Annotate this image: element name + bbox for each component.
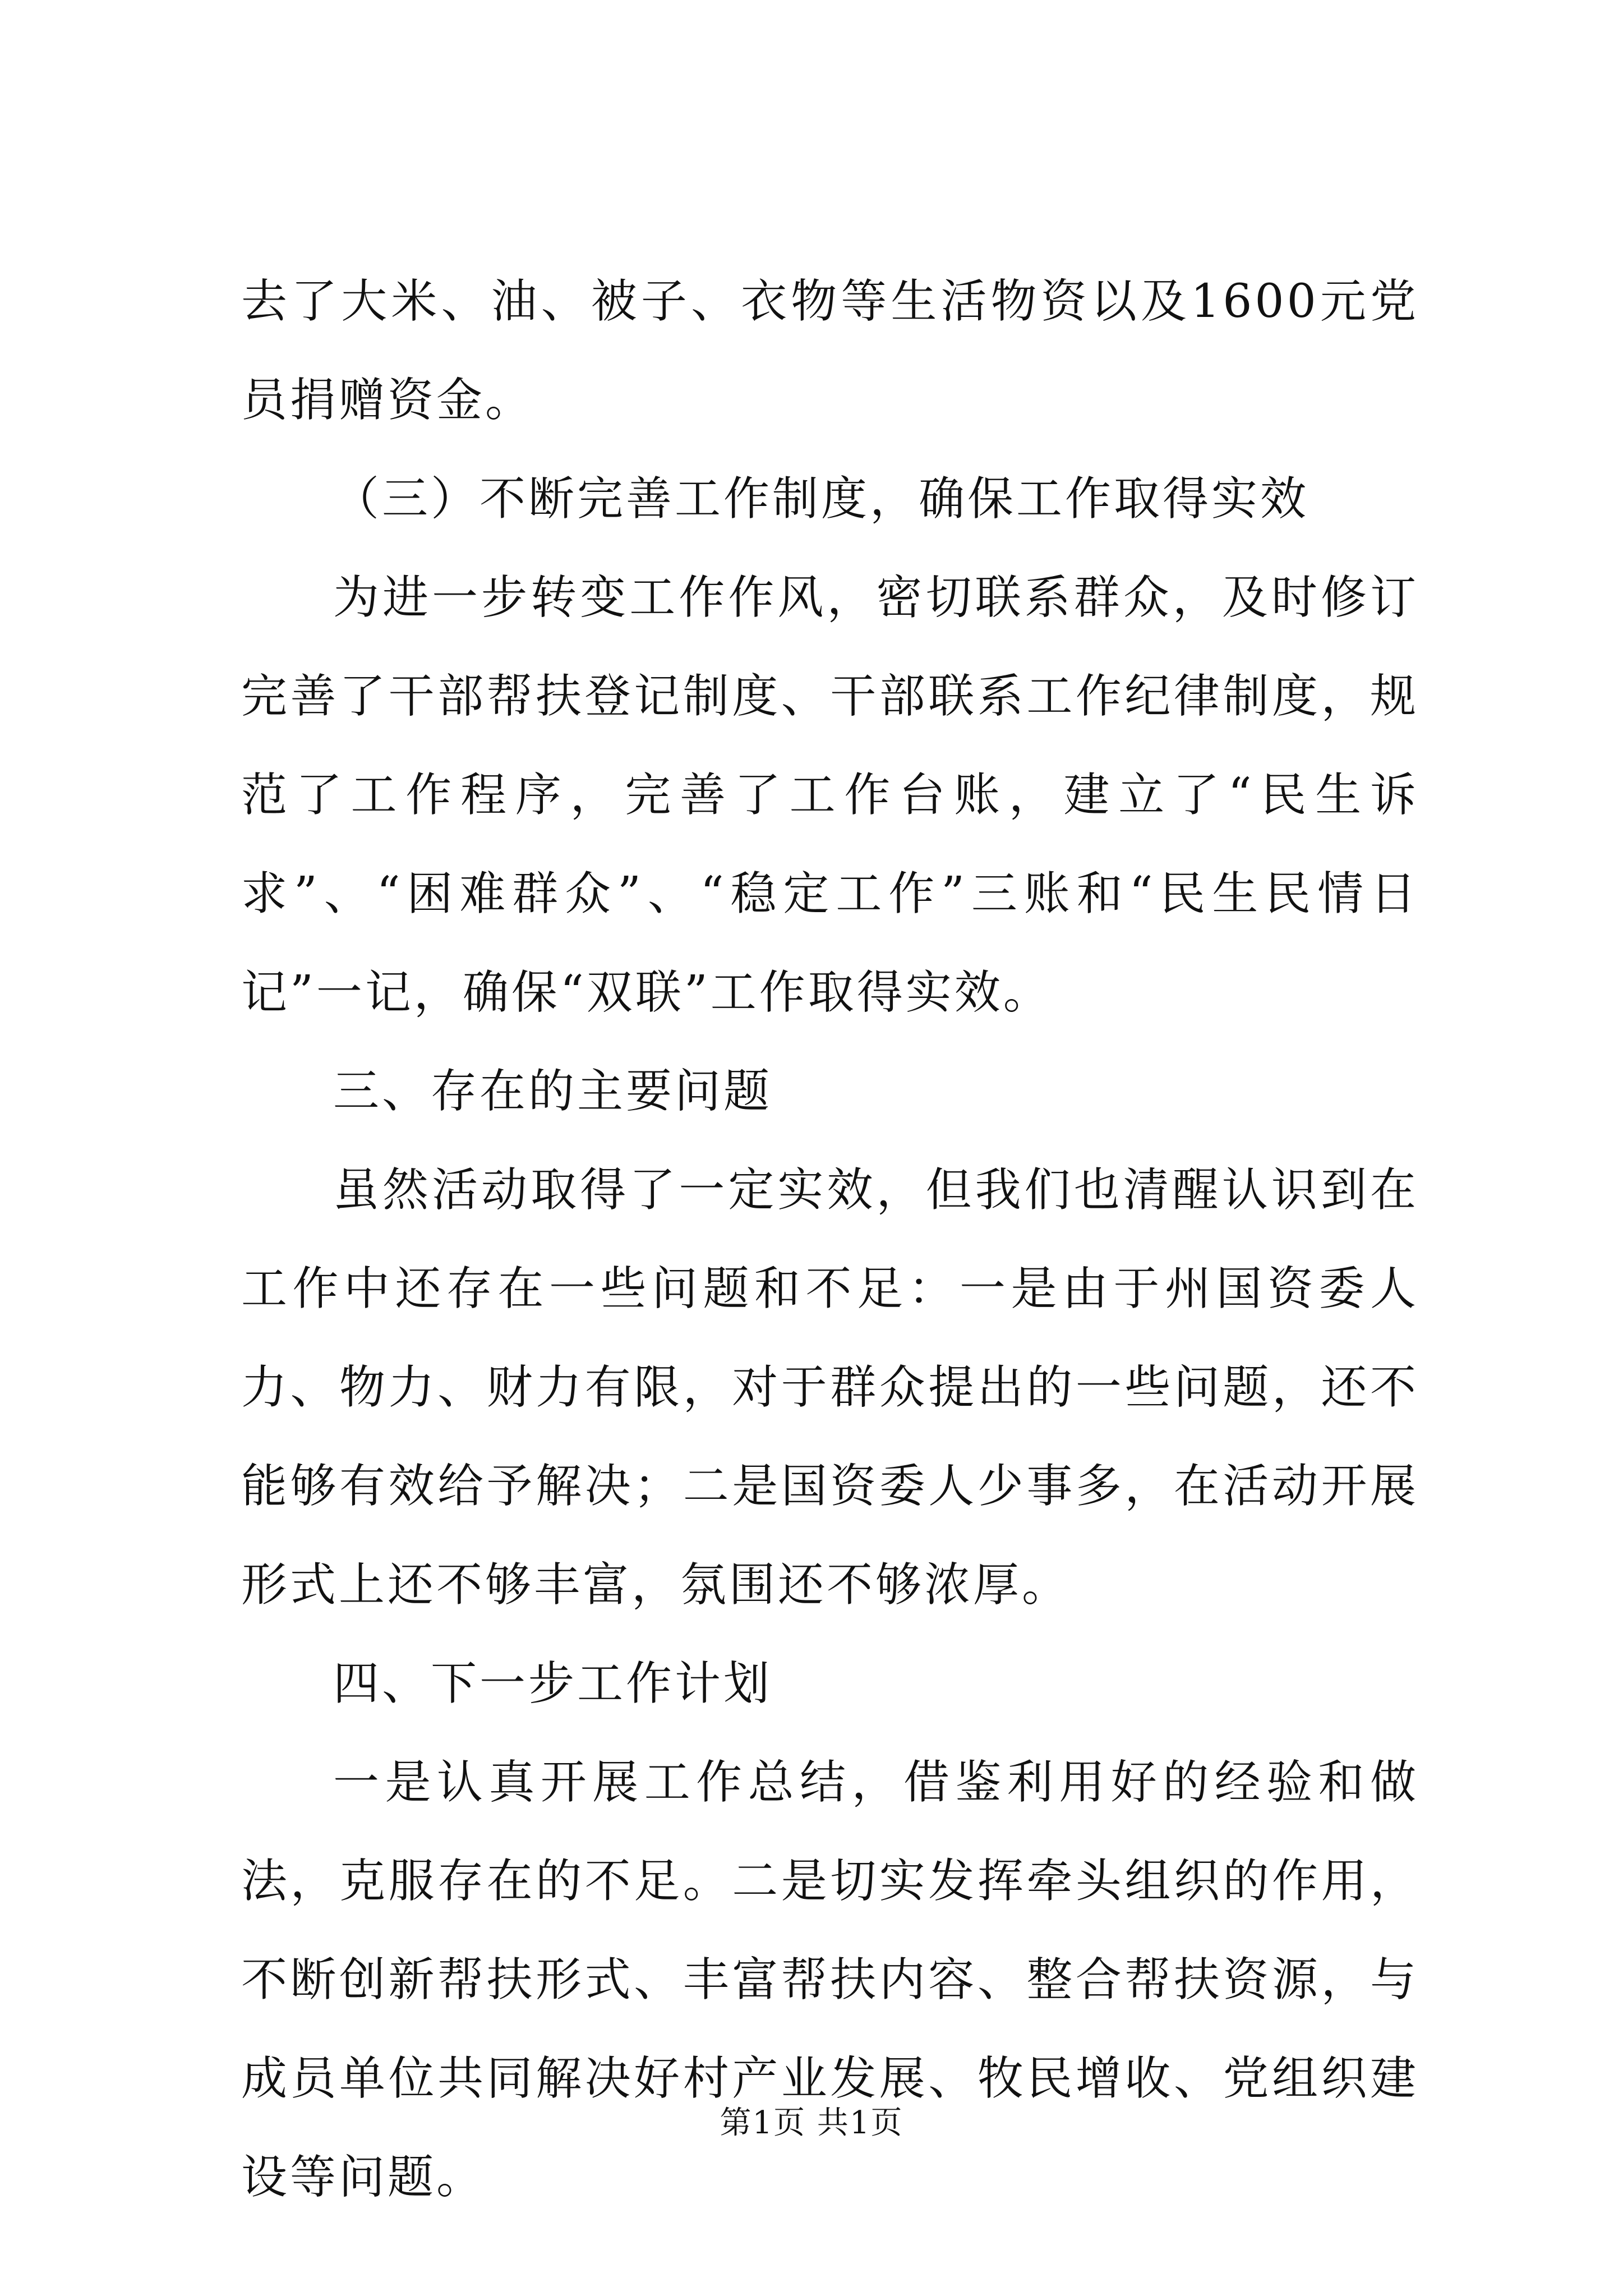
paragraph-continued: 去了大米、油、被子、衣物等生活物资以及1600元党员捐赠资金。 <box>241 275 1419 427</box>
document-body <box>241 252 1419 2227</box>
subheading-work-system: （三）不断完善工作制度，确保工作取得实效 <box>333 472 1310 526</box>
heading-main-problems: 三、存在的主要问题 <box>333 1065 773 1118</box>
heading-next-plan: 四、下一步工作计划 <box>333 1657 773 1710</box>
paragraph-next-plan: 一是认真开展工作总结，借鉴利用好的经验和做法，克服存在的不足。二是切实发挥牵头组织的作用，不断创新帮扶形式、丰富帮扶内容、整合帮扶资源，与成员单位共同解决好村产业发展、牧民增收、党组织建设等问题。 <box>241 1756 1419 2204</box>
page-footer: 第1页 共1页 <box>720 2105 903 2141</box>
paragraph-work-system: 为进一步转变工作作风，密切联系群众，及时修订完善了干部帮扶登记制度、干部联系工作纪律制度，规范了工作程序，完善了工作台账，建立了“民生诉求”、“困难群众”、“稳定工作”三账和“民生民情日记”一记，确保“双联”工作取得实效。 <box>241 571 1419 1019</box>
paragraph-main-problems: 虽然活动取得了一定实效，但我们也清醒认识到在工作中还存在一些问题和不足：一是由于州国资委人力、物力、财力有限，对于群众提出的一些问题，还不能够有效给予解决；二是国资委人少事多，在活动开展形式上还不够丰富，氛围还不够浓厚。 <box>241 1163 1419 1612</box>
